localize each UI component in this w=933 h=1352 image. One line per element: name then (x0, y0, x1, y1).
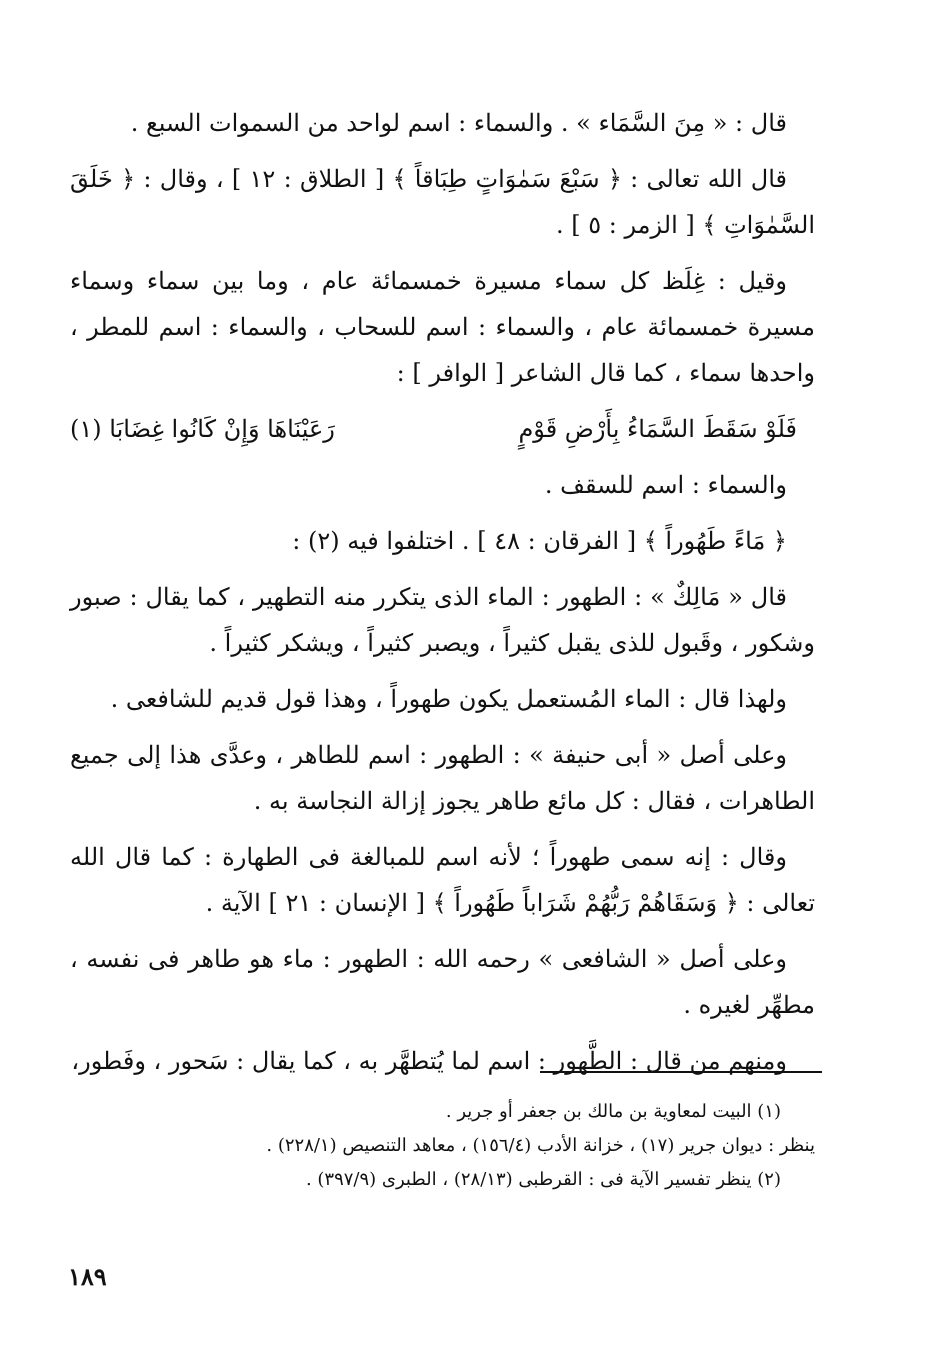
paragraph: وقيل : غِلَظ كل سماء مسيرة خمسمائة عام ، وما بين سماء وسماء مسيرة خمسمائة عام ، والسماء : اسم للسحاب ، والسماء : اسم للمطر ، واحدها سماء ، كما قال الشاعر [ الوافر ] : (70, 267, 815, 387)
footnote: (٢) ينظر تفسير الآية فى : القرطبى (٢٨/١٣) ، الطبرى (٣٩٧/٩) . (305, 1169, 781, 1190)
paragraph: وعلى أصل « الشافعى » رحمه الله : الطهور : ماء هو طاهر فى نفسه ، مطهِّر لغيره . (70, 945, 815, 1019)
verse-first-hemistich: فَلَوْ سَقَطَ السَّمَاءُ بِأَرْضِ قَوْمٍ (518, 415, 797, 443)
main-text (70, 100, 815, 1094)
quran-reference: ﴿ مَاءً طَهُوراً ﴾ [ الفرقان : ٤٨ ] . اختلفوا فيه (٢) : (292, 527, 787, 555)
footnote: (١) البيت لمعاوية بن مالك بن جعفر أو جرير . (445, 1101, 781, 1122)
verse-second-hemistich: رَعَيْنَاهَا وَإِنْ كَانُوا غِضَابَا (١) (70, 415, 335, 443)
paragraph: قال الله تعالى : ﴿ سَبْعَ سَمٰوَاتٍ طِبَاقاً ﴾ [ الطلاق : ١٢ ] ، وقال : ﴿ خَلَقَ السَّمٰوَاتِ ﴾ [ الزمر : ٥ ] . (70, 165, 815, 239)
footnotes (90, 1095, 815, 1197)
paragraph: وقال : إنه سمى طهوراً ؛ لأنه اسم للمبالغة فى الطهارة : كما قال الله تعالى : ﴿ وَسَقَاهُمْ رَبُّهُمْ شَرَاباً طَهُوراً ﴾ [ الإنسان : ٢١ ] الآية . (70, 843, 815, 917)
paragraph: والسماء : اسم للسقف . (544, 471, 787, 499)
paragraph: ولهذا قال : الماء المُستعمل يكون طهوراً ، وهذا قول قديم للشافعى . (110, 685, 787, 713)
paragraph: وعلى أصل « أبى حنيفة » : الطهور : اسم للطاهر ، وعدَّى هذا إلى جميع الطاهرات ، فقال : كل مائع طاهر يجوز إزالة النجاسة به . (70, 741, 815, 815)
footnote-separator (540, 1071, 822, 1073)
paragraph: قال « مَالِكٌ » : الطهور : الماء الذى يتكرر منه التطهير ، كما يقال : صبور وشكور ، وقَبول للذى يقبل كثيراً ، ويصبر كثيراً ، ويشكر كثيراً . (70, 583, 815, 657)
page-number: ١٨٩ (68, 1262, 107, 1291)
paragraph: قال : « مِنَ السَّمَاء » . والسماء : اسم لواحد من السموات السبع . (130, 109, 787, 137)
paragraph: ومنهم من قال : الطَّهور : اسم لما يُتطهَّر به ، كما يقال : سَحور ، وفَطور، (71, 1047, 787, 1075)
footnote: ينظر : ديوان جرير (١٧) ، خزانة الأدب (١٥٦/٤) ، معاهد التنصيص (٢٢٨/١) . (266, 1135, 815, 1156)
poetry-verse (70, 406, 809, 452)
